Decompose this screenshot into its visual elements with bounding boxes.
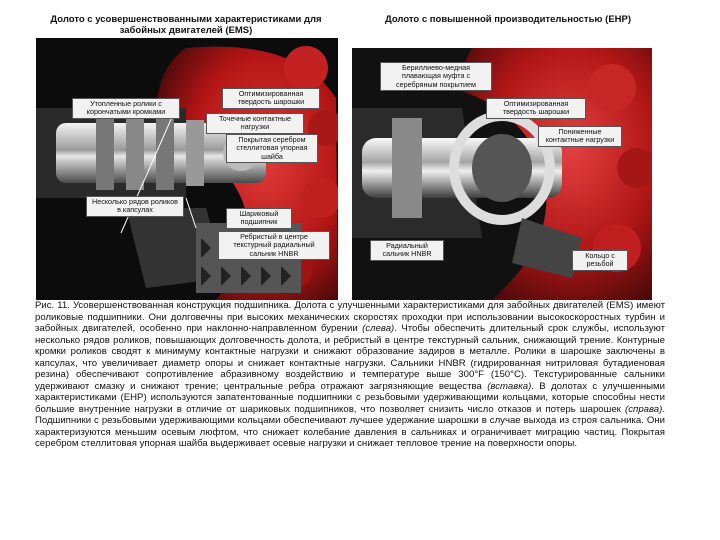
callout-cone-hardness-right: Оптимизированная твердость шарошки [486, 98, 586, 119]
caption-part-1: Рис. 11. Усовершенствованная конструкция подшипника. Долота с улучшенными характеристиками для забойных двигателей (EMS) имеют роликовые подшипники. Они долговечны при высоких механических скоростях проходки при использовании высокоскоростных турбин и забойных двигателей, особенно при наклонно-направленном бурении [35, 300, 665, 334]
caption-part-3: . В долотах с улучшенными характеристиками (EHP) используются запатентованные подшипники с резьбовыми удерживающими кольцами, которые способны нести большие внутренние нагрузки в отличие от шариковых подшипников, что позволяет снизить число отказов и потерь шарошек [35, 380, 666, 415]
callout-point-contact: Точечные контактные нагрузки [206, 113, 304, 134]
callout-thrust-washer: Покрытая серебром стеллитовая упорная шайба [226, 134, 318, 163]
callout-cone-hardness: Оптимизированная твердость шарошки [222, 88, 320, 109]
callout-radial-seal: Радиальный сальник HNBR [370, 240, 444, 261]
callout-beryllium-sleeve: Бериллиево-медная плавающая муфта с серебряным покрытием [380, 62, 492, 91]
caption-em-right: (справа) [625, 403, 663, 415]
callout-recessed-rollers: Утопленные ролики с корончатыми кромками [72, 98, 180, 119]
caption-part-2: . Чтобы обеспечить длительный срок службы, используют несколько рядов роликов, повышающих долговечность долота, и ребристый в центре текстурный сальник, снижающий трение. Контурные кромки роликов сводят к минимуму контактные нагрузки и снижают образование задиров в металле. Ролики в шарошке заключены в капсулах, что увеличивает диаметр опоры и снижает контактные нагрузки. Сальники HNBR (гидрированная нитриловая бутадиеновая резина) обеспечивают сопротивление абразивному воздействию и температуре выше 300°F (150°C). Текстурированные сальники удерживают смазку и снижают трение; центральные ребра отражают загрязняющие вещества [35, 323, 665, 392]
left-figure-title: Долото с усовершенствованными характеристиками для забойных двигателей (EMS) [50, 14, 322, 36]
figure-caption [35, 300, 665, 450]
caption-part-4: . Подшипники с резьбовыми удерживающими кольцами обеспечивают лучшее удержание шарошки в случае выхода из строя сальника. Они характеризуются меньшим осевым люфтом, что снижает колебание давления в сальниках и ограничивает миграцию частиц. Покрытая серебром стеллитовая упорная шайба выдерживает осевые нагрузки и снижает тепловое трение на поверхности опоры. [35, 403, 665, 449]
callout-threaded-ring: Кольцо с резьбой [572, 250, 628, 271]
left-bearing-illustration [36, 38, 338, 300]
callout-reduced-contact: Пониженные контактные нагрузки [538, 126, 622, 147]
caption-em-inset: (вставка) [487, 380, 532, 392]
callout-ball-bearing: Шариковый подшипник [226, 208, 292, 229]
callout-ribbed-seal: Ребристый в центре текстурный радиальный сальник HNBR [218, 231, 330, 260]
caption-em-left: (слева) [362, 323, 395, 334]
right-figure-title: Долото с повышенной производительностью (EHP) [384, 14, 632, 25]
callout-roller-rows: Несколько рядов роликов в капсулах [86, 196, 184, 217]
